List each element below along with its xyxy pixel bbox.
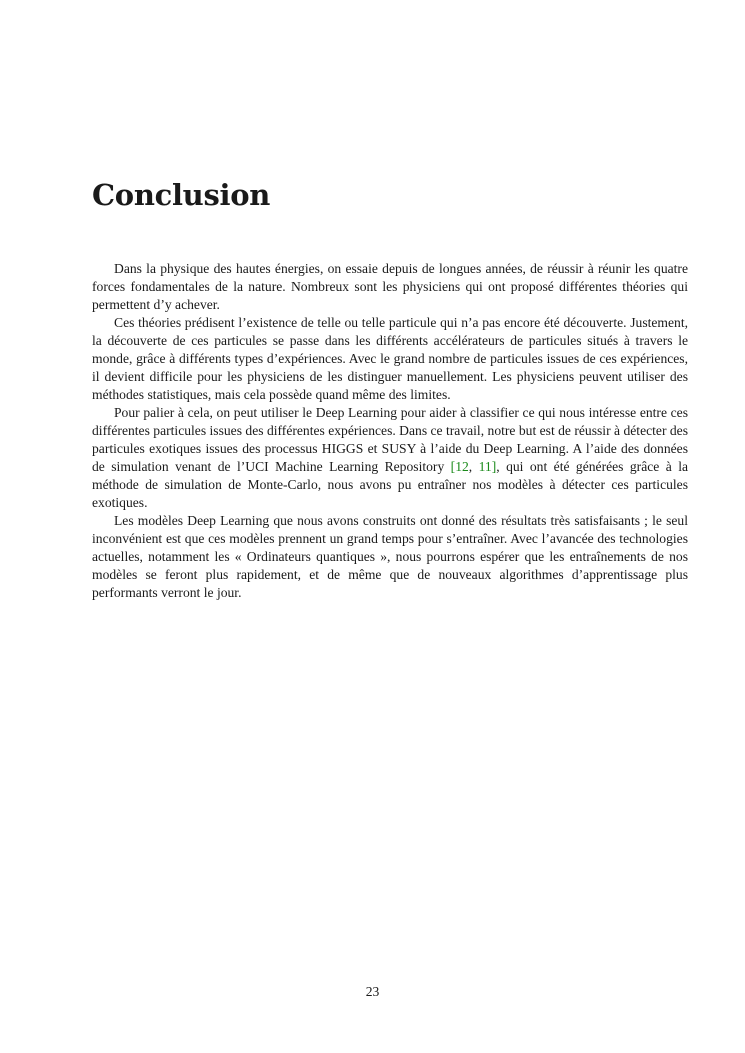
paragraph-3 <box>92 404 688 512</box>
page-number: 23 <box>365 984 380 999</box>
citation-open-bracket: [ <box>450 459 456 474</box>
citation-separator: , <box>468 459 479 474</box>
citation-link-11[interactable]: 11 <box>478 459 492 474</box>
paragraph-4: Les modèles Deep Learning que nous avons construits ont donné des résultats très satisfaisants ; le seul inconvénient est que ces modèles prennent un grand temps pour s’entraîner. Avec l’avancée des technologies actuelles, notamment les « Ordinateurs quantiques », nous pourrons espérer que les entraînements de nos modèles se feront plus rapidement, et de même que de nouveaux algorithmes d’apprentissage plus performants verront le jour. <box>92 513 688 600</box>
chapter-title: Conclusion <box>92 178 271 212</box>
paragraph-3-before: Pour palier à cela, on peut utiliser le Deep Learning pour aider à classifier ce qui nous intéresse entre ces différentes particules issues des différentes expériences. Dans ce travail, notre but est de réussir à détecter des particules exotiques issues des processus HIGGS et SUSY à l’aide du Deep Learning. A l’aide des données de simulation venant de l’UCI Machine Learning Repository <box>92 405 688 474</box>
paragraph-1: Dans la physique des hautes énergies, on essaie depuis de longues années, de réussir à réunir les quatre forces fondamentales de la nature. Nombreux sont les physiciens qui ont proposé différentes théories qui permettent d’y achever. <box>92 261 688 312</box>
paragraph-2: Ces théories prédisent l’existence de telle ou telle particule qui n’a pas encore été découverte. Justement, la découverte de ces particules se passe dans les différents accélérateurs de particules situés à travers le monde, grâce à différents types d’expériences. Avec le grand nombre de particules issues de ces expériences, il devient difficile pour les physiciens de les distinguer manuellement. Les physiciens peuvent utiliser des méthodes statistiques, mais cela possède quand même des limites. <box>92 315 688 402</box>
paragraph-3-after: , qui ont été générées grâce à la méthode de simulation de Monte-Carlo, nous avons pu entraîner nos modèles à détecter ces particules exotiques. <box>92 459 688 510</box>
citation-link-12[interactable]: 12 <box>455 459 469 474</box>
citation-close-bracket: ] <box>491 459 497 474</box>
conclusion-body <box>92 260 688 602</box>
